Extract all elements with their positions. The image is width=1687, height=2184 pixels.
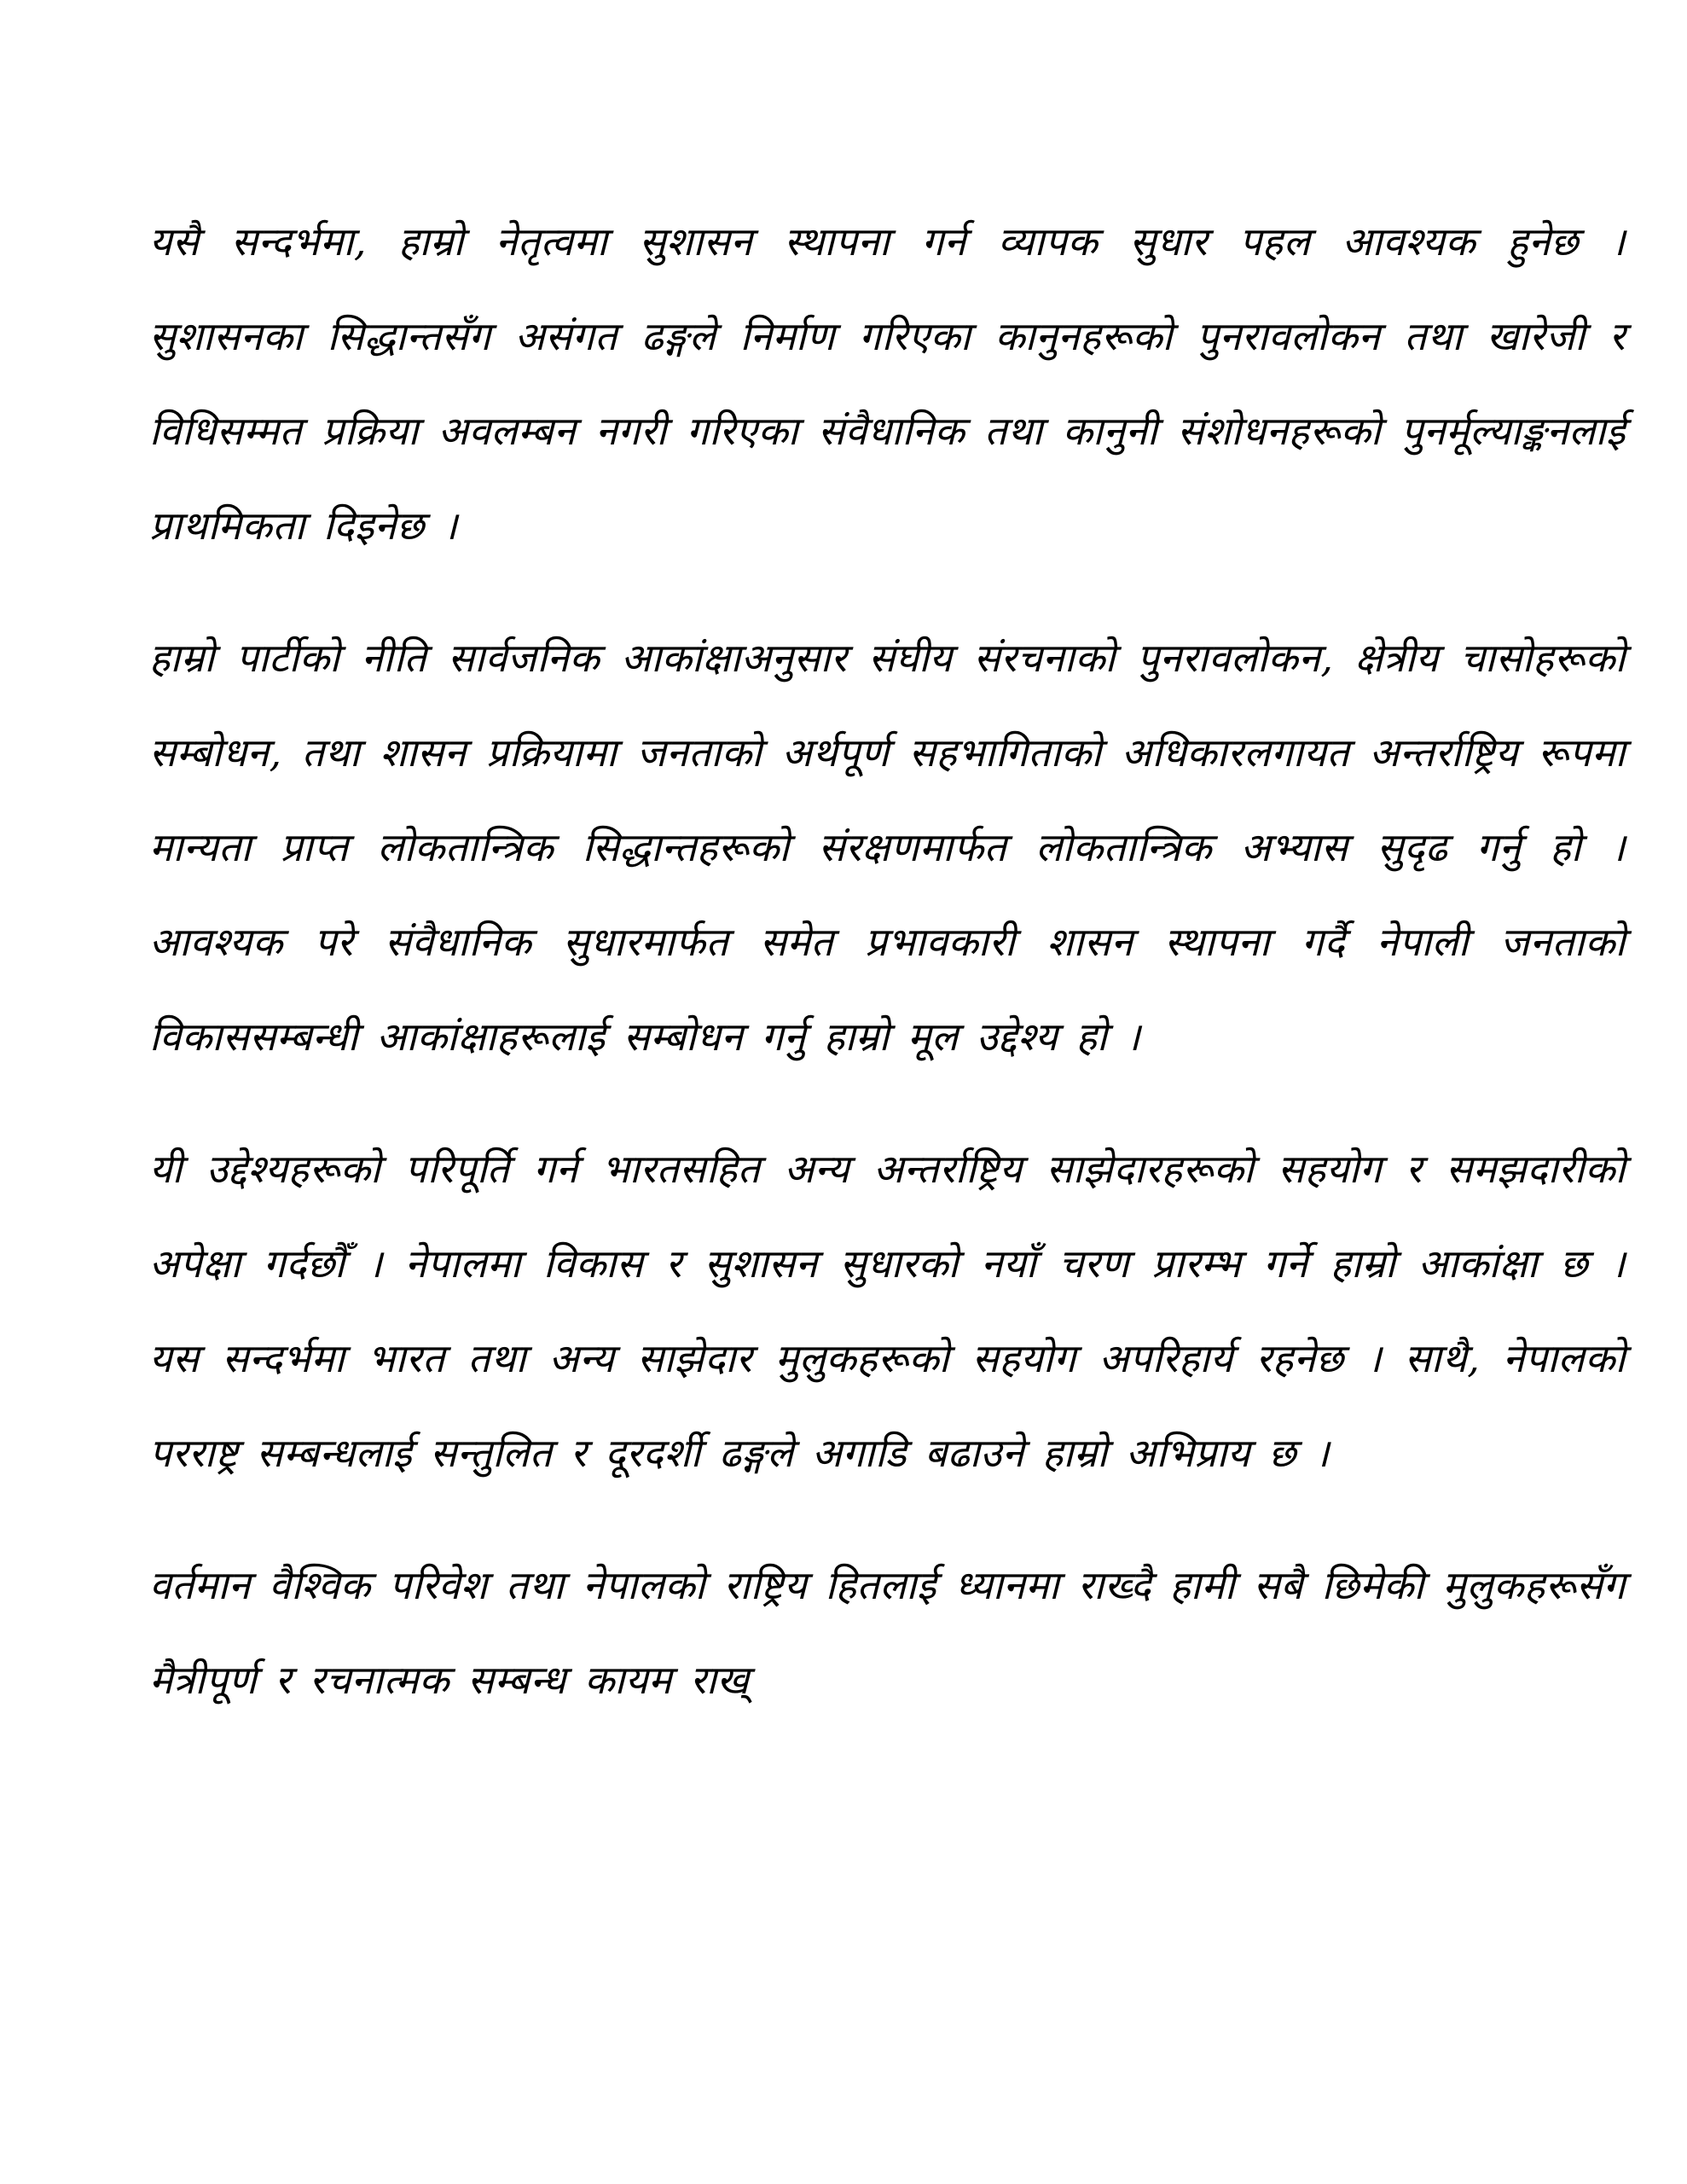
paragraph-global-context: वर्तमान वैश्विक परिवेश तथा नेपालको राष्ट्रिय हितलाई ध्यानमा राख्दै हामी सबै छिमेकी मुलुकहरूसँग मैत्रीपूर्ण र रचनात्मक सम्बन्ध कायम राख् xyxy=(149,1562,1626,1703)
document-text-block xyxy=(149,195,1626,2184)
paragraph-governance-reform: यसै सन्दर्भमा, हाम्रो नेतृत्वमा सुशासन स्थापना गर्न व्यापक सुधार पहल आवश्यक हुनेछ । सुशासनका सिद्धान्तसँग असंगत ढङ्गले निर्माण गरिएका कानुनहरूको पुनरावलोकन तथा खारेजी र विधिसम्मत प्रक्रिया अवलम्बन नगरी गरिएका संवैधानिक तथा कानुनी संशोधनहरूको पुनर्मूल्याङ्कनलाई प्राथमिकता दिइनेछ । xyxy=(149,218,1626,549)
paragraph-party-policy: हाम्रो पार्टीको नीति सार्वजनिक आकांक्षाअनुसार संघीय संरचनाको पुनरावलोकन, क्षेत्रीय चासोहरूको सम्बोधन, तथा शासन प्रक्रियामा जनताको अर्थपूर्ण सहभागिताको अधिकारलगायत अन्तर्राष्ट्रिय रूपमा मान्यता प्राप्त लोकतान्त्रिक सिद्धान्तहरूको संरक्षणमार्फत लोकतान्त्रिक अभ्यास सुदृढ गर्नु हो । आवश्यक परे संवैधानिक सुधारमार्फत समेत प्रभावकारी शासन स्थापना गर्दै नेपाली जनताको विकाससम्बन्धी आकांक्षाहरूलाई सम्बोधन गर्नु हाम्रो मूल उद्देश्य हो । xyxy=(149,635,1626,1060)
paragraph-international-partners: यी उद्देश्यहरूको परिपूर्ति गर्न भारतसहित अन्य अन्तर्राष्ट्रिय साझेदारहरूको सहयोग र समझदारीको अपेक्षा गर्दछौँ । नेपालमा विकास र सुशासन सुधारको नयाँ चरण प्रारम्भ गर्ने हाम्रो आकांक्षा छ । यस सन्दर्भमा भारत तथा अन्य साझेदार मुलुकहरूको सहयोग अपरिहार्य रहनेछ । साथै, नेपालको परराष्ट्र सम्बन्धलाई सन्तुलित र दूरदर्शी ढङ्गले अगाडि बढाउने हाम्रो अभिप्राय छ । xyxy=(149,1146,1626,1476)
